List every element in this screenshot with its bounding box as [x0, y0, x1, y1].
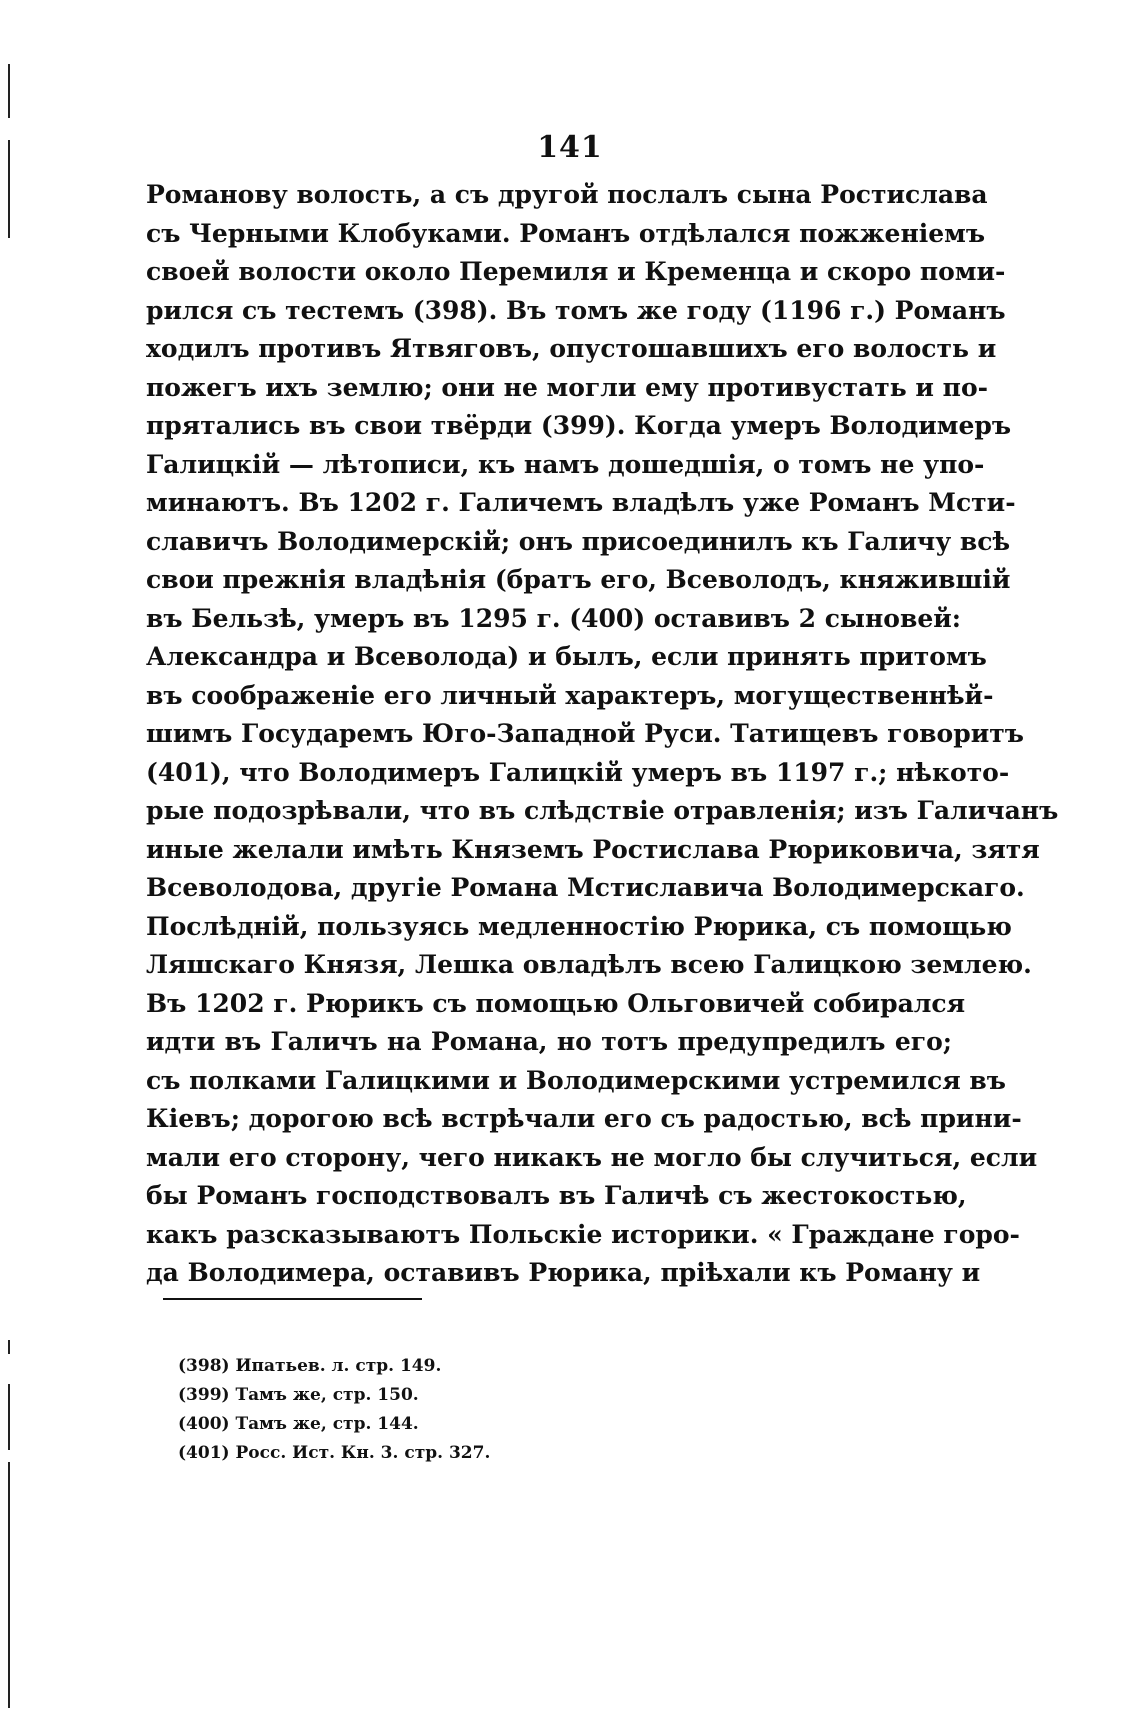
- text-line: идти въ Галичъ на Романа, но тотъ предупредилъ его;: [146, 1027, 952, 1056]
- footnotes: [178, 1352, 490, 1468]
- text-line: да Володимера, оставивъ Рюрика, пріѣхали къ Роману и: [146, 1258, 981, 1287]
- footnote: (398) Ипатьев. л. стр. 149.: [178, 1356, 442, 1376]
- text-line: шимъ Государемъ Юго-Западной Руси. Татищевъ говоритъ: [146, 719, 1024, 748]
- text-line: въ соображеніе его личный характеръ, могущественнѣй-: [146, 680, 994, 710]
- text-line: какъ разсказываютъ Польскіе историки. « Граждане горо-: [146, 1219, 1020, 1249]
- text-line: Всеволодова, другіе Романа Мстиславича Володимерскаго.: [146, 873, 1025, 902]
- scan-edge-mark: [8, 1384, 10, 1450]
- text-line: съ полками Галицкими и Володимерскими устремился въ: [146, 1065, 1006, 1095]
- body-text: [146, 176, 1059, 1293]
- text-line: ходилъ противъ Ятвяговъ, опустошавшихъ его волость и: [146, 334, 997, 363]
- text-line: Ляшскаго Князя, Лешка овладѣлъ всею Галицкою землею.: [146, 950, 1032, 979]
- text-line: иные желали имѣть Княземъ Ростислава Рюриковича, зятя: [146, 834, 1040, 864]
- footnote-separator-rule: [163, 1298, 422, 1300]
- text-line: Романову волость, а съ другой послалъ сына Ростислава: [146, 180, 988, 209]
- text-line: свои прежнія владѣнія (братъ его, Всеволодъ, княжившій: [146, 565, 1011, 594]
- text-line: въ Бельзѣ, умеръ въ 1295 г. (400) оставивъ 2 сыновей:: [146, 603, 962, 633]
- text-line: съ Черными Клобуками. Романъ отдѣлался пожженіемъ: [146, 218, 986, 248]
- text-line: Послѣдній, пользуясь медленностію Рюрика, съ помощью: [146, 911, 1012, 941]
- text-line: мали его сторону, чего никакъ не могло бы случиться, если: [146, 1142, 1038, 1172]
- scan-edge-mark: [8, 1462, 10, 1708]
- text-line: славичъ Володимерскій; онъ присоединилъ къ Галичу всѣ: [146, 526, 1011, 556]
- footnote: (400) Тамъ же, стр. 144.: [178, 1414, 419, 1434]
- scan-edge-mark: [8, 64, 10, 118]
- text-line: (401), что Володимеръ Галицкій умеръ въ 1197 г.; нѣкото-: [146, 757, 1010, 787]
- text-line: бы Романъ господствовалъ въ Галичѣ съ жестокостью,: [146, 1181, 967, 1210]
- text-line: Въ 1202 г. Рюрикъ съ помощью Ольговичей собирался: [146, 988, 966, 1018]
- footnote: (401) Росс. Ист. Кн. 3. стр. 327.: [178, 1443, 491, 1463]
- text-line: минаютъ. Въ 1202 г. Галичемъ владѣлъ уже Романъ Мсти-: [146, 488, 1016, 517]
- page-number: 141: [537, 130, 603, 165]
- footnote: (399) Тамъ же, стр. 150.: [178, 1385, 419, 1405]
- scan-edge-mark: [8, 1340, 10, 1354]
- text-line: рые подозрѣвали, что въ слѣдствіе отравленія; изъ Галичанъ: [146, 796, 1059, 825]
- text-line: прятались въ свои твёрди (399). Когда умеръ Володимеръ: [146, 411, 1012, 440]
- text-line: Кіевъ; дорогою всѣ встрѣчали его съ радостью, всѣ прини-: [146, 1104, 1022, 1133]
- text-line: пожегъ ихъ землю; они не могли ему противустать и по-: [146, 372, 988, 402]
- text-line: рился съ тестемъ (398). Въ томъ же году (1196 г.) Романъ: [146, 295, 1006, 325]
- text-line: Александра и Всеволода) и былъ, если принять притомъ: [146, 642, 987, 671]
- text-line: своей волости около Перемиля и Кременца и скоро поми-: [146, 257, 1006, 286]
- text-line: Галицкій — лѣтописи, къ намъ дошедшія, о томъ не упо-: [146, 449, 985, 479]
